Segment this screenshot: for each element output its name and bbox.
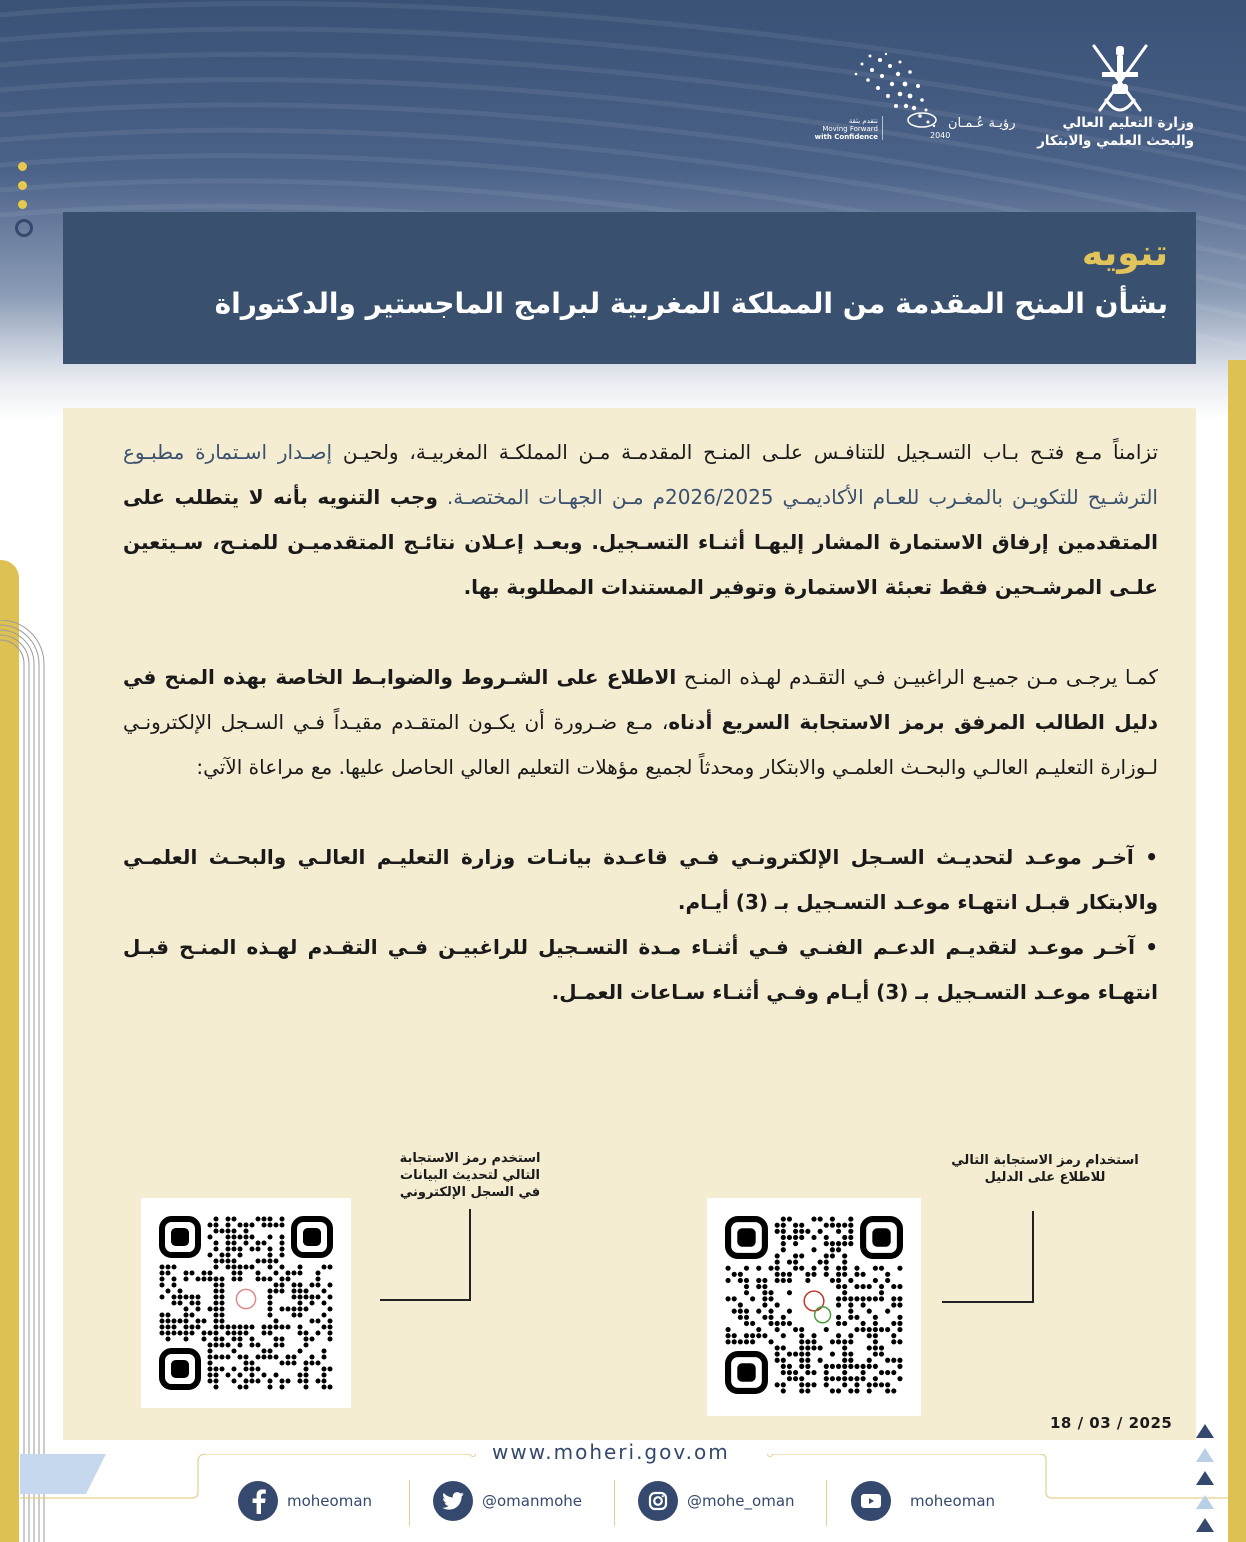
caption-line: للاطلاع على الدليل xyxy=(984,1170,1106,1185)
decorative-arcs xyxy=(0,620,60,1542)
ministry-line-1: وزارة التعليم العالي xyxy=(1062,115,1194,131)
ministry-name xyxy=(1037,114,1194,150)
paragraph-2 xyxy=(123,655,1158,790)
twitter-icon xyxy=(433,1481,473,1521)
qr-caption-guide xyxy=(920,1152,1170,1186)
notice-date: 18 / 03 / 2025 xyxy=(1050,1414,1173,1432)
p1-bold: وجب التنويه بأنه لا يتطلب على المتقدمين إرفاق الاستمارة المشار إليهـا أثنـاء التسـجيل. وبعـد إعـلان نتائـج المتقدميـن للمنـح، سـيتعين علـى المرشـحين فقط تعبئة الاستمارة وتوفير المستندات المطلوبة بها. xyxy=(123,485,1158,599)
caption-line: استخدم رمز الاستجابة xyxy=(399,1151,541,1166)
vision-label: رؤيـة عُـمـان xyxy=(948,116,1016,131)
qr-code-update-record[interactable] xyxy=(141,1198,351,1408)
p1-intro: تزامناً مـع فتـح بـاب التسـجيل للتنافـس علـى المنـح المقدمـة مـن المملكـة المغربيـة، ولحيـن xyxy=(342,440,1159,464)
social-instagram[interactable] xyxy=(638,1478,795,1524)
paragraph-1 xyxy=(123,430,1158,610)
vision-year: 2040 xyxy=(930,131,951,140)
notice-headline: بشأن المنح المقدمة من المملكة المغربية لبرامج الماجستير والدكتوراة xyxy=(214,287,1168,320)
p1-highlight: إصـدار اسـتمارة مطبـوع الترشـيح للتكويـن بالمغـرب للعـام الأكاديمـي 2026/2025م مـن الجهـات المختصـة. xyxy=(123,440,1158,509)
notice-body xyxy=(123,430,1158,1015)
qr-caption-update-record xyxy=(380,1150,560,1201)
twitter-handle: @omanmohe xyxy=(482,1492,583,1510)
qr-connector-line xyxy=(942,1211,1034,1303)
list-item: • آخـر موعـد لتقديـم الدعـم الفنـي فـي أثنـاء مـدة التسـجيل للراغبيـن فـي التقـدم لهـذه المنـح قبـل انتهـاء موعـد التسـجيل بـ (3) أيـام وفـي أثنـاء سـاعات العمـل. xyxy=(123,935,1158,1004)
p2-intro: كمـا يرجـى مـن جميـع الراغبيـن فـي التقـدم لهـذه المنـح xyxy=(683,665,1159,689)
youtube-icon xyxy=(851,1481,891,1521)
p2-bold: الاطلاع على الشـروط والضوابـط الخاصة بهذه المنح في دليل الطالب المرفق برمز الاستجابة السريع أدناه xyxy=(123,665,1158,734)
dot-icon xyxy=(18,181,27,190)
triangle-icon xyxy=(1196,1471,1214,1485)
qr-code-icon xyxy=(725,1216,903,1394)
triangle-icon xyxy=(1196,1518,1214,1532)
social-facebook[interactable] xyxy=(238,1478,372,1524)
instagram-icon xyxy=(638,1481,678,1521)
p2-rest: ، مـع ضـرورة أن يكـون المتقـدم مقيـداً فـي السـجل الإلكترونـي لـوزارة التعليـم العالـي والبحـث العلمـي والابتكار ومحدثاً لجميع مؤهلات التعليم العالي الحاصل عليها. مع مراعاة الآتي: xyxy=(123,710,1158,779)
caption-line: في السجل الإلكتروني xyxy=(399,1185,541,1200)
qr-connector-line xyxy=(380,1209,471,1301)
website-link[interactable]: www.moheri.gov.om xyxy=(492,1440,730,1464)
notice-kicker: تنويه xyxy=(1081,233,1168,274)
social-divider xyxy=(614,1480,615,1526)
dot-icon xyxy=(18,162,27,171)
dot-icon xyxy=(18,200,27,209)
triangle-icon xyxy=(1196,1448,1214,1462)
ring-icon xyxy=(15,219,33,237)
tagline-ar: نتقدم بثقة xyxy=(848,117,878,125)
social-youtube[interactable] xyxy=(851,1478,995,1524)
list-item: • آخـر موعـد لتحديـث السـجل الإلكترونـي فـي قاعـدة بيانـات وزارة التعليـم العالـي والبحـث العلمـي والابتكار قبـل انتهـاء موعـد التسـجيل بـ (3) أيـام. xyxy=(123,845,1158,914)
requirements-list xyxy=(123,835,1158,1015)
notice-title-box xyxy=(63,212,1196,364)
tagline-en-1: Moving Forward xyxy=(822,125,878,133)
instagram-handle: @mohe_oman xyxy=(687,1492,795,1510)
qr-code-icon xyxy=(159,1216,333,1390)
social-twitter[interactable] xyxy=(433,1478,582,1524)
triangle-icon xyxy=(1196,1495,1214,1509)
youtube-handle: moheoman xyxy=(910,1492,996,1510)
qr-code-student-guide[interactable] xyxy=(707,1198,921,1416)
social-divider xyxy=(409,1480,410,1526)
decorative-dots xyxy=(15,162,31,237)
tagline-en-2: with Confidence xyxy=(814,133,878,141)
vision-divider xyxy=(882,116,883,140)
facebook-icon xyxy=(238,1481,278,1521)
oman-emblem-icon xyxy=(1080,40,1160,120)
triangle-icon xyxy=(1196,1424,1214,1438)
social-divider xyxy=(826,1480,827,1526)
vision-tagline xyxy=(806,117,878,141)
ministry-line-2: والبحث العلمي والابتكار xyxy=(1037,133,1194,149)
caption-line: التالي لتحديث البيانات xyxy=(400,1168,540,1183)
gold-side-bar-right xyxy=(1228,360,1246,1542)
caption-line: استخدام رمز الاستجابة التالي xyxy=(951,1153,1139,1168)
facebook-handle: moheoman xyxy=(287,1492,373,1510)
footer-decoration xyxy=(0,1454,1246,1542)
